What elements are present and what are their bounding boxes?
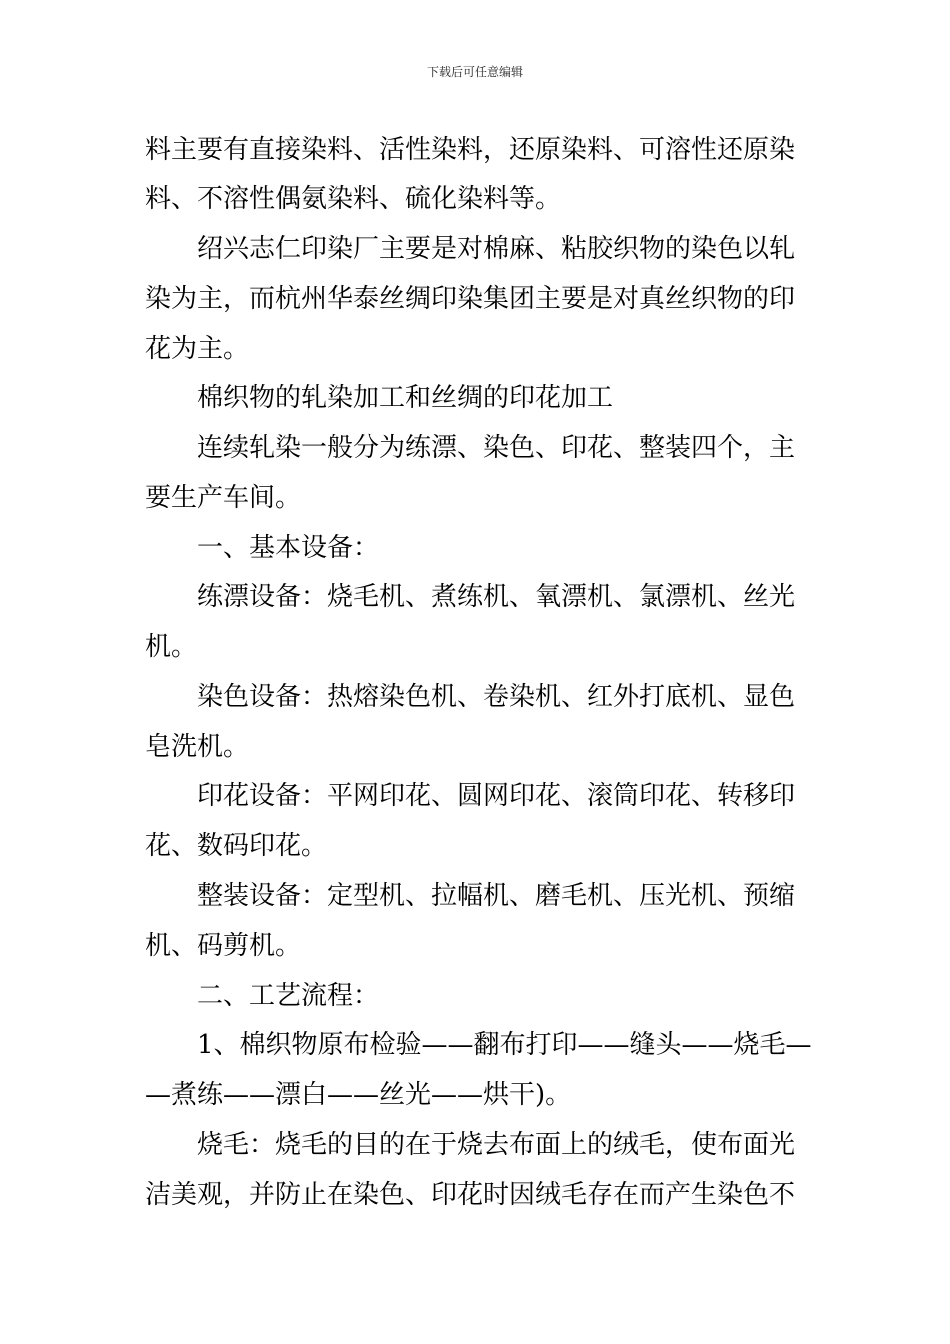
- text-line: 棉织物的轧染加工和丝绸的印花加工: [145, 383, 614, 413]
- text-line: 绍兴志仁印染厂主要是对棉麻、粘胶织物的染色以轧: [145, 234, 796, 264]
- text-line: 机、码剪机。: [145, 931, 302, 961]
- text-line: 练漂设备：烧毛机、煮练机、氧漂机、氯漂机、丝光: [145, 582, 796, 612]
- text-line: 洁美观，并防止在染色、印花时因绒毛存在而产生染色不: [145, 1180, 796, 1210]
- text-line: —煮练——漂白——丝光——烘干)。: [145, 1080, 572, 1110]
- text-line: 机。: [145, 632, 198, 662]
- text-line: 花、数码印花。: [145, 831, 328, 861]
- text-line: 料、不溶性偶氨染料、硫化染料等。: [145, 184, 562, 214]
- text-line: 花为主。: [145, 334, 250, 364]
- page-header: 下载后可任意编辑: [426, 65, 523, 79]
- text-line: 一、基本设备：: [145, 533, 380, 563]
- text-line: 印花设备：平网印花、圆网印花、滚筒印花、转移印: [145, 781, 796, 811]
- text-line: 料主要有直接染料、活性染料，还原染料、可溶性还原染: [145, 135, 796, 165]
- text-line: 二、工艺流程：: [145, 981, 380, 1011]
- text-line: 皂洗机。: [145, 732, 250, 762]
- text-line: 染为主，而杭州华泰丝绸印染集团主要是对真丝织物的印: [145, 284, 796, 314]
- text-line: 烧毛：烧毛的目的在于烧去布面上的绒毛，使布面光: [145, 1130, 796, 1160]
- text-line: 要生产车间。: [145, 483, 302, 513]
- text-line: 染色设备：热熔染色机、卷染机、红外打底机、显色: [145, 682, 796, 712]
- text-line: 1、棉织物原布检验——翻布打印——缝头——烧毛—: [145, 1030, 812, 1060]
- text-line: 连续轧染一般分为练漂、染色、印花、整装四个，主: [145, 433, 796, 463]
- text-line: 整装设备：定型机、拉幅机、磨毛机、压光机、预缩: [145, 881, 796, 911]
